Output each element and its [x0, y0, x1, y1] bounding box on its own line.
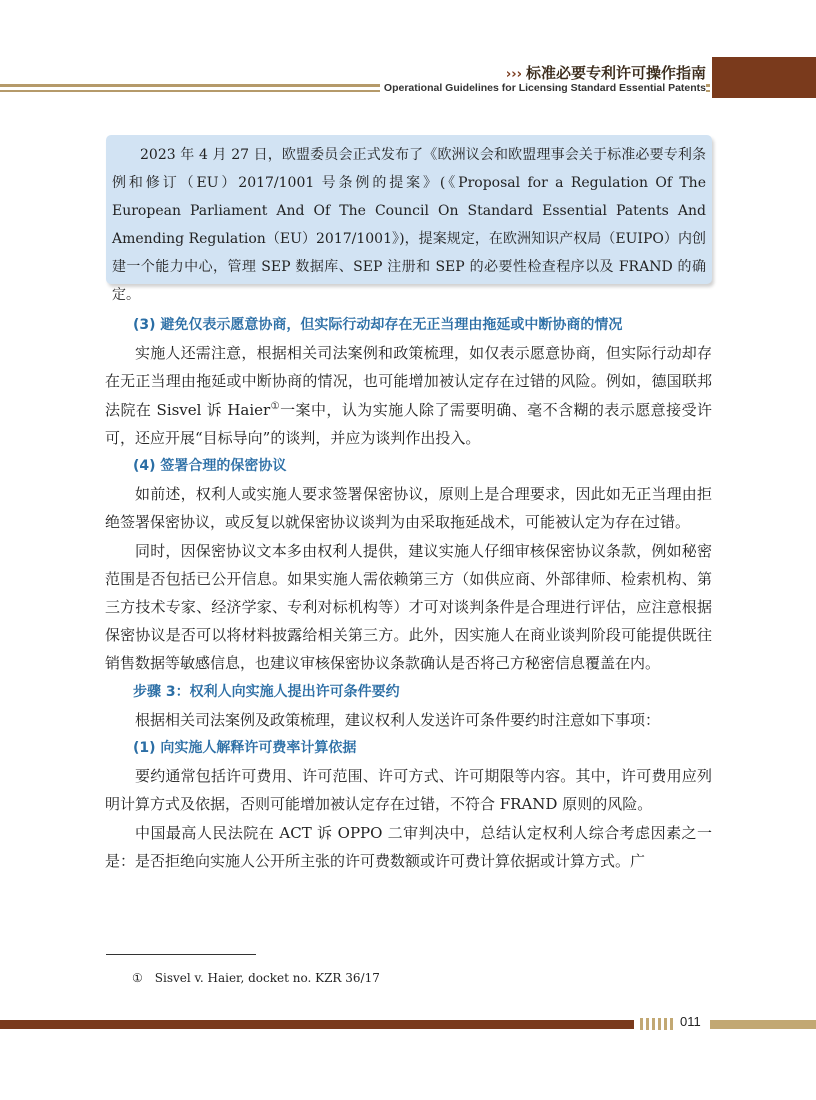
section-heading-1: (1) 向实施人解释许可费率计算依据 — [133, 740, 357, 757]
footnote-rule — [106, 954, 256, 955]
header-color-block — [712, 57, 816, 98]
footnote — [132, 971, 380, 985]
footnote-text: Sisvel v. Haier, docket no. KZR 36/17 — [154, 971, 380, 985]
callout-box — [106, 135, 712, 303]
footer-tick — [664, 1018, 667, 1030]
footnote-reference[interactable]: ① — [270, 400, 281, 412]
chevron-right-icon: ››› — [505, 67, 522, 82]
callout-text: 2023 年 4 月 27 日，欧盟委员会正式发布了《欧洲议会和欧盟理事会关于标准必要专利条例和修订（EU）2017/1001 号条例的提案》(《Proposal for a Regulation Of The European Parliament And Of The Council On Standard Essential Patents And Amending Regulation（EU）2017/1001》)，提案规定，在欧洲知识产权局（EUIPO）内创建一个能力中心，管理 SEP 数据库、SEP 注册和 SEP 的必要性检查程序以及 FRAND 的确定。 — [112, 147, 706, 303]
footer-tick — [670, 1018, 673, 1030]
footer-tick — [646, 1018, 649, 1030]
body-text — [105, 311, 712, 875]
paragraph: 同时，因保密协议文本多由权利人提供，建议实施人仔细审核保密协议条款，例如秘密范围是否包括已公开信息。如果实施人需依赖第三方（如供应商、外部律师、检索机构、第三方技术专家、经济学家、专利对标机构等）才可对谈判条件是合理进行评估，应注意根据保密协议是否可以将材料披露给相关第三方。此外，因实施人在商业谈判阶段可能提供既往销售数据等敏感信息，也建议审核保密协议条款确认是否将己方秘密信息覆盖在内。 — [105, 541, 712, 673]
header-title-text: 标准必要专利许可操作指南 — [525, 64, 706, 82]
paragraph-text: 一案中，认为实施人除了需要明确、毫不含糊的表示愿意接受许可，还应开展“目标导向”的谈判，并应为谈判作出投入。 — [105, 400, 713, 447]
running-header-title — [506, 62, 706, 83]
page-number: 011 — [680, 1014, 701, 1029]
footer-bar — [0, 1020, 634, 1029]
paragraph: 根据相关司法案例及政策梳理，建议权利人发送许可条件要约时注意如下事项： — [135, 710, 661, 729]
footer-tick — [652, 1018, 655, 1030]
footer-end-bar — [710, 1020, 816, 1029]
paragraph: 要约通常包括许可费用、许可范围、许可方式、许可期限等内容。其中，许可费用应列明计算方式及依据，否则可能增加被认定存在过错，不符合 FRAND 原则的风险。 — [105, 767, 712, 814]
footnote-mark: ① — [132, 971, 143, 985]
section-heading-3: (3) 避免仅表示愿意协商，但实际行动却存在无正当理由拖延或中断协商的情况 — [133, 317, 623, 333]
step-heading: 步骤 3：权利人向实施人提出许可条件要约 — [133, 683, 400, 700]
paragraph: 如前述，权利人或实施人要求签署保密协议，原则上是合理要求，因此如无正当理由拒绝签署保密协议，或反复以就保密协议谈判为由采取拖延战术，可能被认定为存在过错。 — [105, 485, 712, 532]
paragraph-text: 实施人还需注意，根据相关司法案例和政策梳理，如仅表示愿意协商，但实际行动却存在无正当理由拖延或中断协商的情况，也可能增加被认定存在过错的风险。例如，德国联邦法院在 Sisvel 诉 Haier — [105, 344, 712, 419]
running-header-subtitle: Operational Guidelines for Licensing Standard Essential Patents — [380, 82, 706, 94]
footer-tick — [658, 1018, 661, 1030]
footer-tick — [640, 1018, 643, 1030]
paragraph — [105, 339, 712, 452]
paragraph: 中国最高人民法院在 ACT 诉 OPPO 二审判决中，总结认定权利人综合考虑因素之一是：是否拒绝向实施人公开所主张的许可费数额或许可费计算依据或计算方式。广 — [105, 823, 712, 870]
section-heading-4: (4) 签署合理的保密协议 — [133, 458, 287, 475]
